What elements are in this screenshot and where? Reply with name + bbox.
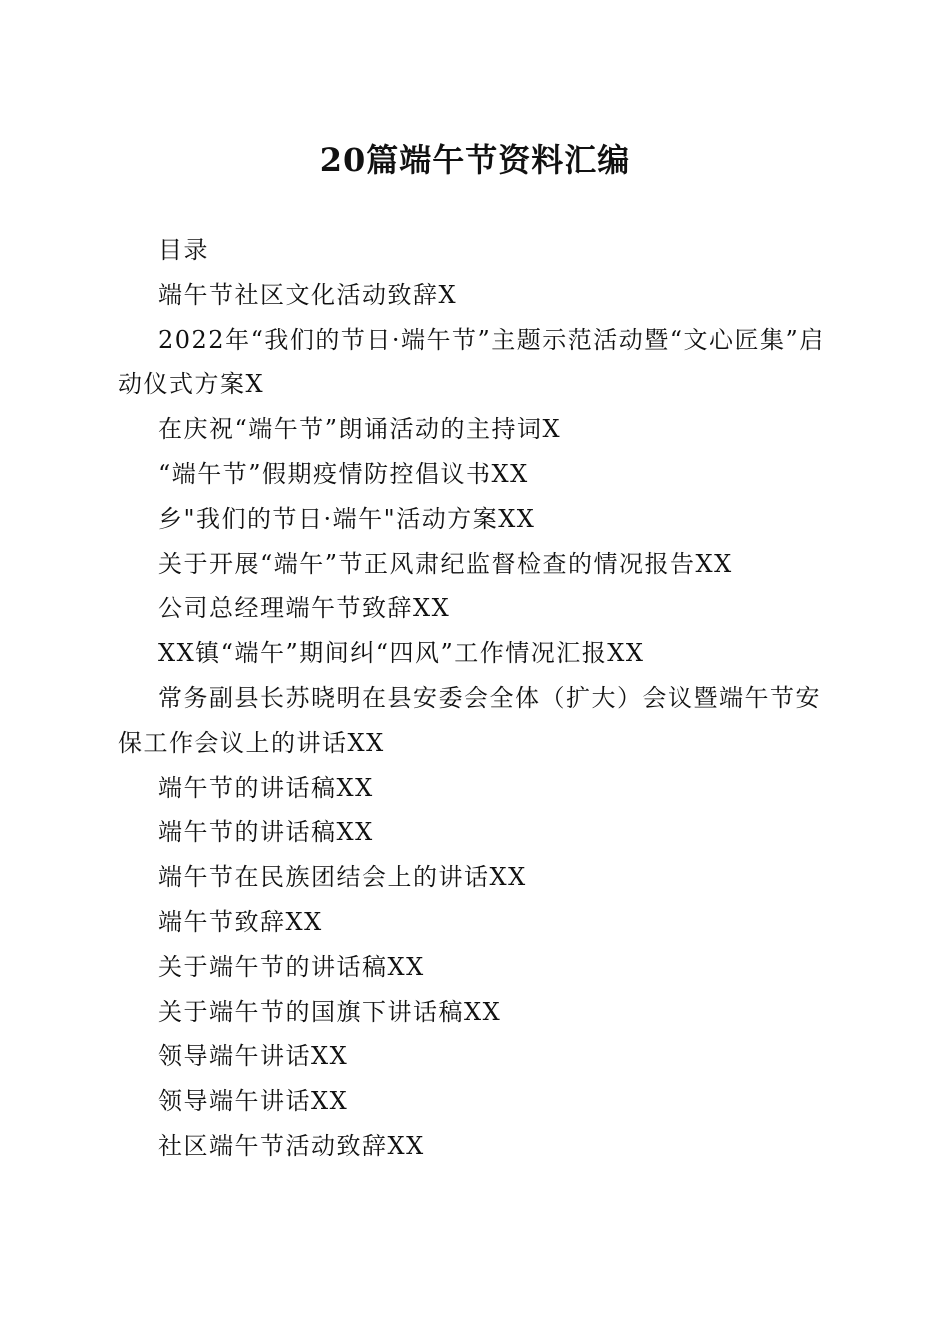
toc-entry: 公司总经理端午节致辞XX — [158, 594, 451, 623]
toc-entry: “端午节”假期疫情防控倡议书XX — [158, 459, 529, 488]
page-title: 20篇端午节资料汇编 — [319, 141, 631, 179]
toc-entry: 领导端午讲话XX — [158, 1042, 349, 1071]
toc-entry: 2022年“我们的节日·端午节”主题示范活动暨“文心匠集”启动仪式方案X — [118, 325, 825, 399]
toc-entry: 社区端午节活动致辞XX — [158, 1131, 425, 1160]
toc-entry: 端午节的讲话稿XX — [158, 773, 374, 802]
toc-entry: 端午节社区文化活动致辞X — [158, 280, 458, 309]
toc-entry: 关于端午节的讲话稿XX — [158, 952, 425, 981]
toc-entry: 端午节致辞XX — [158, 907, 323, 936]
toc-entry: 在庆祝“端午节”朗诵活动的主持词X — [158, 415, 562, 444]
toc-entry: 常务副县长苏晓明在县安委会全体（扩大）会议暨端午节安保工作会议上的讲话XX — [118, 683, 821, 757]
toc-entry: 端午节的讲话稿XX — [158, 818, 374, 847]
toc-entry: XX镇“端午”期间纠“四风”工作情况汇报XX — [158, 639, 645, 668]
toc-entry: 领导端午讲话XX — [158, 1087, 349, 1116]
toc-entry: 乡"我们的节日·端午"活动方案XX — [158, 504, 536, 533]
toc-heading: 目录 — [158, 236, 209, 264]
toc-entry: 关于端午节的国旗下讲话稿XX — [158, 997, 502, 1026]
table-of-contents — [118, 228, 836, 1169]
toc-entry: 端午节在民族团结会上的讲话XX — [158, 863, 527, 892]
toc-entry: 关于开展“端午”节正风肃纪监督检查的情况报告XX — [158, 549, 733, 578]
